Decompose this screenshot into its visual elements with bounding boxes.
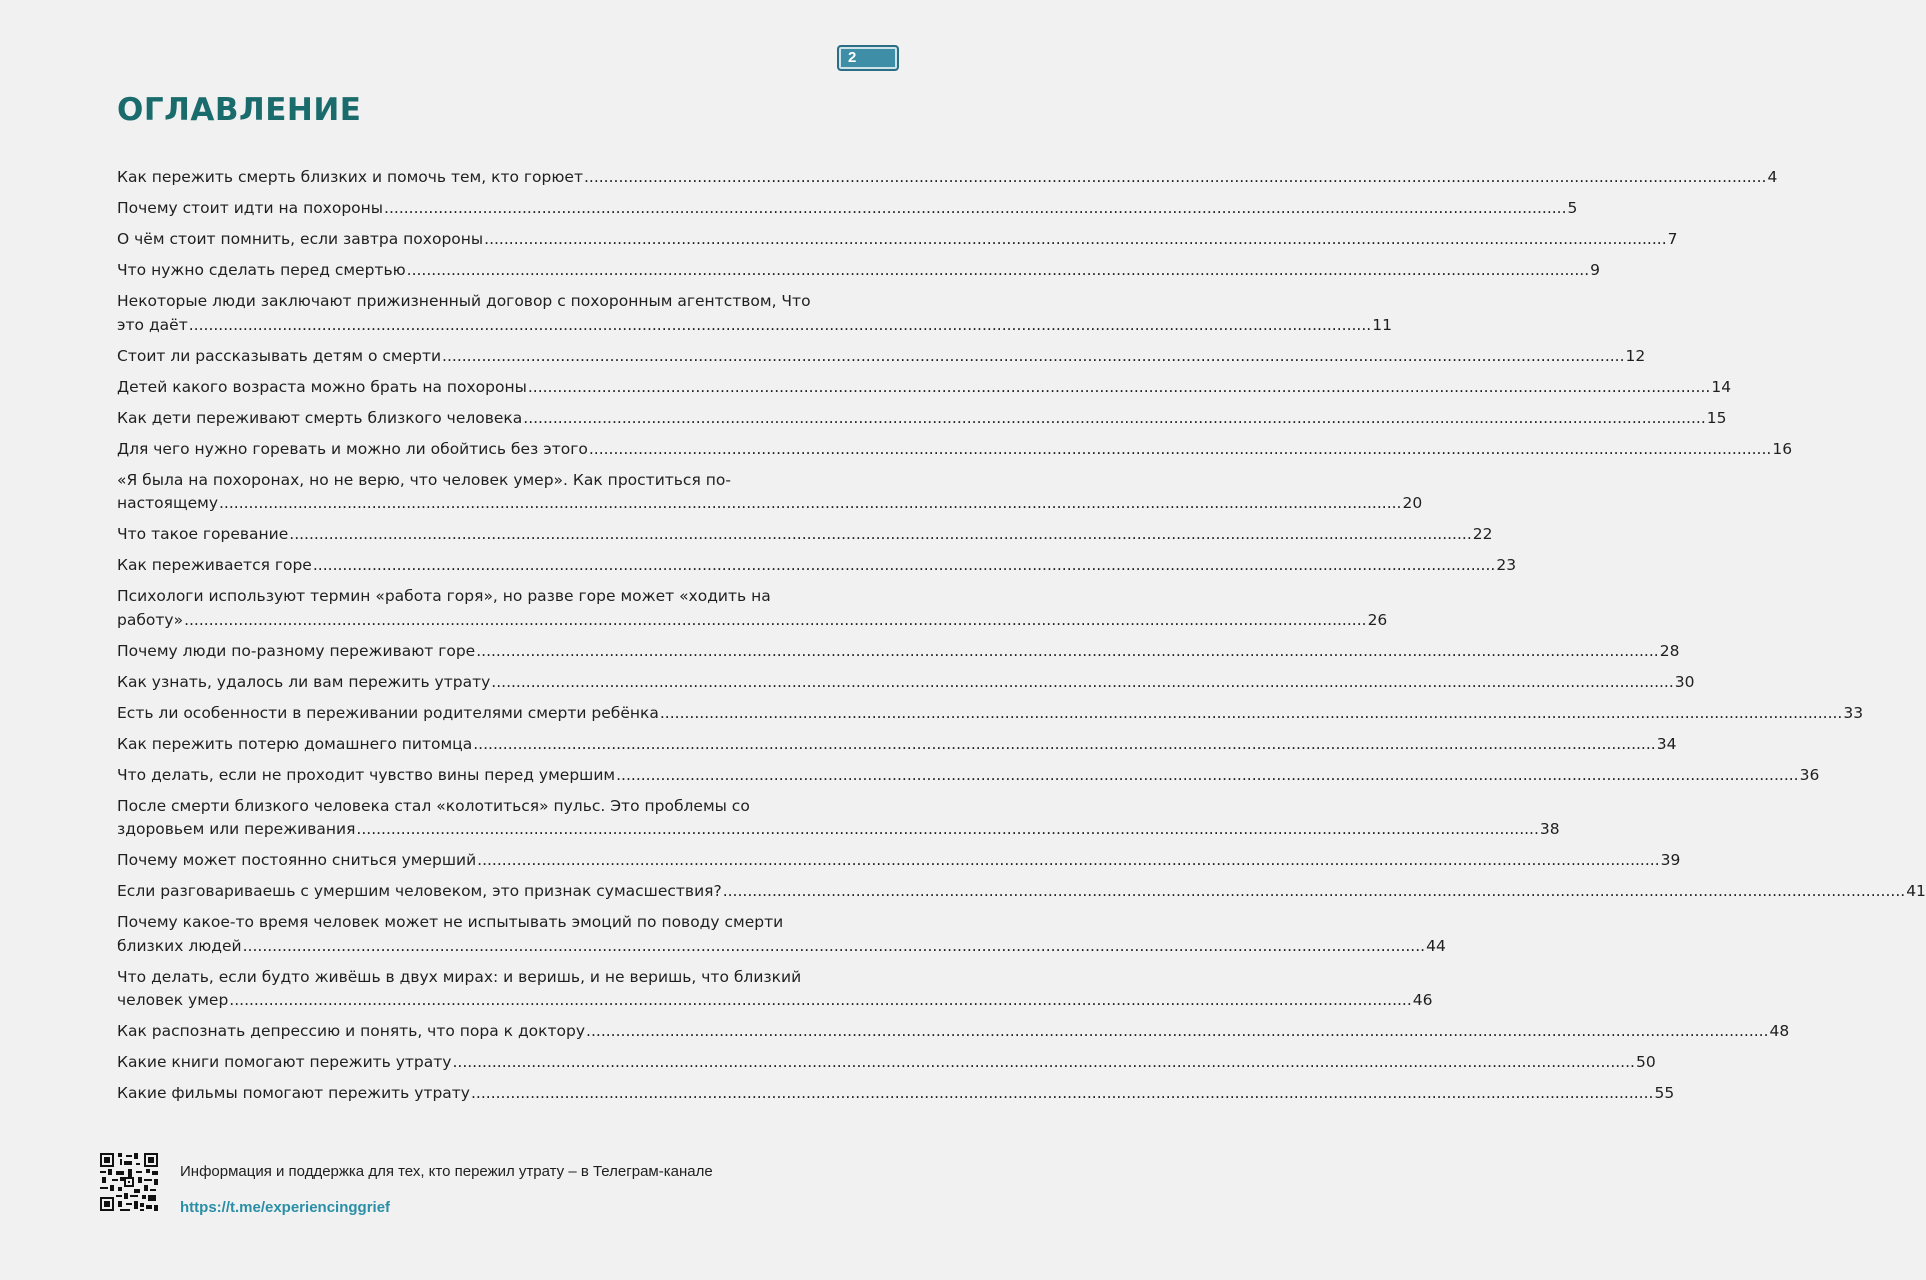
- toc-entry[interactable]: [117, 166, 1778, 190]
- toc-page-number: 46: [1412, 991, 1433, 1009]
- toc-entry[interactable]: [117, 345, 1646, 369]
- toc-entry-title: Есть ли особенности в переживании родителями смерти ребёнка: [117, 703, 659, 722]
- toc-entry[interactable]: [117, 795, 1560, 842]
- toc-entry-title-line: «Я была на похоронах, но не верю, что человек умер». Как проститься по-: [117, 470, 731, 489]
- toc-entry-title: Какие фильмы помогают пережить утрату: [117, 1084, 470, 1102]
- toc-entry-title: О чём стоит помнить, если завтра похороны: [117, 230, 484, 248]
- toc-entry-title: Как пережить смерть близких и помочь тем, кто горюет: [117, 168, 583, 186]
- dot-leader: [484, 228, 1666, 252]
- telegram-channel-link[interactable]: https://t.me/experiencinggrief: [180, 1199, 391, 1216]
- dot-leader: [384, 197, 1566, 221]
- toc-entry[interactable]: [117, 849, 1681, 873]
- dot-leader: [356, 818, 1538, 842]
- toc-entry-title-line: После смерти близкого человека стал «колотиться» пульс. Это проблемы со: [117, 796, 750, 815]
- toc-entry[interactable]: [117, 764, 1820, 788]
- toc-page-number: 41: [1906, 882, 1926, 900]
- toc-entry[interactable]: [117, 376, 1732, 400]
- toc-page-number: 22: [1472, 525, 1493, 543]
- dot-leader: [584, 166, 1766, 190]
- toc-page-number: 7: [1667, 230, 1678, 248]
- toc-page-number: 9: [1590, 261, 1601, 279]
- toc-page-number: 34: [1656, 734, 1677, 753]
- toc-page-number: 48: [1769, 1022, 1790, 1040]
- toc-entry-title: настоящему: [117, 494, 218, 512]
- toc-entry[interactable]: [117, 290, 1392, 337]
- toc-entry[interactable]: [117, 733, 1677, 757]
- dot-leader: [476, 640, 1658, 664]
- toc-page-number: 55: [1654, 1084, 1675, 1102]
- dot-leader: [313, 554, 1495, 578]
- dot-leader: [528, 376, 1710, 400]
- toc-page-number: 36: [1799, 765, 1820, 784]
- toc-page-number: 14: [1711, 377, 1732, 396]
- toc-entry-title: Что нужно сделать перед смертью: [117, 261, 406, 279]
- toc-page-number: 44: [1426, 936, 1446, 955]
- toc-entry[interactable]: [117, 640, 1680, 664]
- qr-code-icon: [100, 1153, 158, 1211]
- toc-entry[interactable]: [117, 228, 1678, 252]
- toc-entry-title: Как переживается горе: [117, 556, 312, 574]
- toc-entry-title: Как узнать, удалось ли вам пережить утрату: [117, 672, 491, 691]
- toc-entry[interactable]: [117, 523, 1493, 547]
- toc-entry-title: Почему стоит идти на похороны: [117, 199, 384, 217]
- dot-leader: [243, 935, 1425, 959]
- dot-leader: [723, 880, 1905, 904]
- toc-page-number: 26: [1367, 610, 1388, 629]
- toc-entry[interactable]: [117, 966, 1433, 1013]
- toc-entry[interactable]: [117, 1051, 1656, 1075]
- toc-entry-title: Какие книги помогают пережить утрату: [117, 1053, 452, 1071]
- toc-page-number: 16: [1772, 439, 1793, 458]
- dot-leader: [589, 438, 1771, 462]
- toc-entry-title: Как пережить потерю домашнего питомца: [117, 734, 473, 753]
- dot-leader: [219, 492, 1401, 516]
- toc-entry-title: Для чего нужно горевать и можно ли обойтись без этого: [117, 439, 588, 458]
- toc-entry-title-line: Почему какое-то время человек может не испытывать эмоций по поводу смерти: [117, 913, 784, 931]
- toc-page-number: 20: [1402, 494, 1423, 512]
- page-number-badge: 2: [837, 45, 899, 71]
- dot-leader: [491, 671, 1673, 695]
- toc-entry[interactable]: [117, 259, 1601, 283]
- toc-entry-title: Как дети переживают смерть близкого человека: [117, 408, 523, 427]
- toc-entry-title: работу»: [117, 610, 184, 629]
- toc-entry[interactable]: [117, 438, 1793, 462]
- toc-page-number: 50: [1635, 1053, 1656, 1071]
- toc-entry[interactable]: [117, 469, 1423, 516]
- toc-entry-title: человек умер: [117, 991, 229, 1009]
- dot-leader: [407, 259, 1589, 283]
- toc-entry-title: это даёт: [117, 315, 188, 334]
- toc-entry[interactable]: [117, 911, 1446, 958]
- footer-info-text: Информация и поддержка для тех, кто пережил утрату – в Телеграм-канале: [180, 1163, 713, 1180]
- toc-page-number: 33: [1843, 703, 1864, 722]
- dot-leader: [477, 849, 1659, 873]
- toc-page-number: 4: [1767, 168, 1778, 186]
- dot-leader: [189, 314, 1371, 338]
- toc-entry-title: близких людей: [117, 936, 242, 955]
- toc-entry[interactable]: [117, 1020, 1790, 1044]
- dot-leader: [289, 523, 1471, 547]
- toc-page-number: 12: [1625, 346, 1646, 365]
- dot-leader: [452, 1051, 1634, 1075]
- toc-entry[interactable]: [117, 407, 1727, 431]
- toc-entry[interactable]: [117, 880, 1926, 904]
- dot-leader: [184, 609, 1366, 633]
- toc-page-number: 38: [1539, 820, 1560, 838]
- toc-entry[interactable]: [117, 671, 1695, 695]
- toc-page-number: 23: [1496, 556, 1517, 574]
- toc-entry[interactable]: [117, 554, 1517, 578]
- toc-entry[interactable]: [117, 585, 1388, 632]
- toc-entry-title: Что делать, если не проходит чувство вины перед умершим: [117, 765, 616, 784]
- toc-entry[interactable]: [117, 702, 1864, 726]
- dot-leader: [523, 407, 1705, 431]
- toc-page-number: 28: [1659, 641, 1680, 660]
- toc-entry-title: здоровьем или переживания: [117, 820, 356, 838]
- page-title: ОГЛАВЛЕНИЕ: [117, 92, 362, 128]
- table-of-contents: [117, 166, 1926, 1113]
- toc-page-number: 11: [1372, 315, 1392, 334]
- dot-leader: [229, 989, 1411, 1013]
- dot-leader: [616, 764, 1798, 788]
- toc-entry-title: Детей какого возраста можно брать на похороны: [117, 377, 527, 396]
- toc-entry-title-line: Некоторые люди заключают прижизненный договор с похоронным агентством, Что: [117, 292, 811, 310]
- toc-entry-title: Что такое горевание: [117, 525, 289, 543]
- toc-page-number: 15: [1706, 408, 1727, 427]
- toc-entry-title-line: Что делать, если будто живёшь в двух мирах: и веришь, и не веришь, что близкий: [117, 967, 802, 986]
- toc-entry[interactable]: [117, 197, 1578, 221]
- dot-leader: [473, 733, 1655, 757]
- toc-entry-title-line: Психологи используют термин «работа горя», но разве горе может «ходить на: [117, 587, 771, 605]
- toc-entry-title: Почему может постоянно сниться умерший: [117, 851, 477, 869]
- dot-leader: [442, 345, 1624, 369]
- dot-leader: [471, 1082, 1653, 1106]
- toc-page-number: 39: [1660, 851, 1681, 869]
- toc-entry[interactable]: [117, 1082, 1675, 1106]
- dot-leader: [586, 1020, 1768, 1044]
- dot-leader: [660, 702, 1842, 726]
- toc-entry-title: Почему люди по-разному переживают горе: [117, 641, 476, 660]
- toc-page-number: 30: [1674, 672, 1695, 691]
- toc-entry-title: Как распознать депрессию и понять, что пора к доктору: [117, 1022, 586, 1040]
- toc-entry-title: Если разговариваешь с умершим человеком, это признак сумасшествия?: [117, 882, 722, 900]
- toc-entry-title: Стоит ли рассказывать детям о смерти: [117, 346, 442, 365]
- toc-page-number: 5: [1567, 199, 1578, 217]
